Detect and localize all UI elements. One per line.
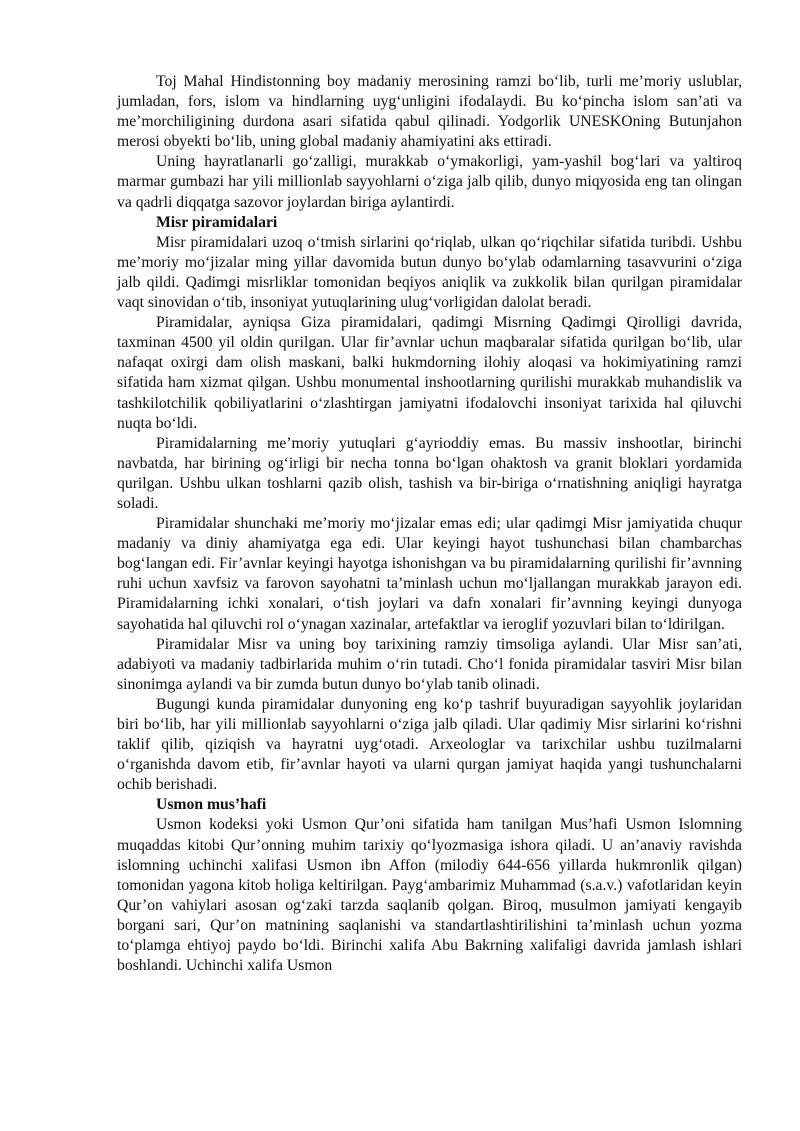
- paragraph-pyramids-intro: Misr piramidalari uzoq o‘tmish sirlarini qo‘riqlab, ulkan qo‘riqchilar sifatida turibdi. Ushbu me’moriy mo‘jizalar ming yillar davomida butun dunyo bo‘ylab odamlarning tasavvurini o‘ziga jalb qildi. Qadimgi misrliklar tomonidan beqiyos aniqlik va zukkolik bilan qurilgan piramidalar vaqt sinovidan o‘tib, insoniyat yutuqlarining ulug‘vorligidan dalolat beradi.: [117, 233, 742, 312]
- paragraph-taj-mahal-beauty: Uning hayratlanarli go‘zalligi, murakkab o‘ymakorligi, yam-yashil bog‘lari va yaltiroq marmar gumbazi har yili millionlab sayyohlarni o‘ziga jalb qilib, dunyo miqyosida eng tan olingan va qadrli diqqatga sazovor joylardan biriga aylantirdi.: [117, 153, 742, 211]
- paragraph-pyramids-construction: Piramidalarning me’moriy yutuqlari g‘ayrioddiy emas. Bu massiv inshootlar, birinchi navbatda, har birining og‘irligi bir necha tonna bo‘lgan ohaktosh va granit bloklari yordamida qurilgan. Ushbu ulkan toshlarni qazib olish, tashish va bir-biriga o‘rnatishning aniqligi hayratga soladi.: [117, 434, 742, 512]
- paragraph-pyramids-giza: Piramidalar, ayniqsa Giza piramidalari, qadimgi Misrning Qadimgi Qirolligi davrida, taxminan 4500 yil oldin qurilgan. Ular fir’avnlar uchun maqbaralar sifatida qurilgan bo‘lib, ular nafaqat oxirgi dam olish maskani, balki hukmdorning ilohiy aloqasi va hokimiyatining ramzi sifatida ham xizmat qilgan. Ushbu monumental inshootlarning qurilishi murakkab muhandislik va tashkilotchilik qobiliyatlarini o‘zlashtirgan jamiyatni ifodalovchi insoniyat tarixida hal qiluvchi nuqta bo‘ldi.: [117, 314, 742, 432]
- heading-usmon-mushafi: Usmon mus’hafi: [156, 796, 267, 814]
- heading-egypt-pyramids: Misr piramidalari: [156, 213, 278, 231]
- paragraph-usmon-codex: Usmon kodeksi yoki Usmon Qur’oni sifatida ham tanilgan Mus’hafi Usmon Islomning muqaddas kitobi Qur’onning muhim tarixiy qo‘lyozmasiga ishora qiladi. U an’anaviy ravishda islomning uchinchi xalifasi Usmon ibn Affon (milodiy 644-656 yillarda hukmronlik qilgan) tomonidan yagona kitob holiga keltirilgan. Payg‘ambarimiz Muhammad (s.a.v.) vafotlaridan keyin Qur’on vahiylari asosan og‘zaki tarzda saqlanib qolgan. Biroq, musulmon jamiyati kengayib borgani sari, Qur’on matnining saqlanishi va standartlashtirilishini ta’minlash uchun yozma to‘plamga ehtiyoj paydo bo‘ldi. Birinchi xalifa Abu Bakrning xalifaligi davrida jamlash ishlari boshlandi. Uchinchi xalifa Usmon: [117, 816, 742, 975]
- paragraph-pyramids-afterlife: Piramidalar shunchaki me’moriy mo‘jizalar emas edi; ular qadimgi Misr jamiyatida chuqur madaniy va diniy ahamiyatga ega edi. Ular keyingi hayot tushunchasi bilan chambarchas bog‘langan edi. Fir’avnlar keyingi hayotga ishonishgan va bu piramidalarning qurilishi fir’avnning ruhi uchun xavfsiz va farovon sayohatni ta’minlash uchun mo‘ljallangan murakkab jarayon edi. Piramidalarning ichki xonalari, o‘tish joylari va dafn xonalari fir’avnning keyingi dunyoga sayohatida hal qiluvchi rol o‘ynagan xazinalar, artefaktlar va ieroglif yozuvlari bilan to‘ldirilgan.: [117, 515, 742, 633]
- paragraph-pyramids-symbol: Piramidalar Misr va uning boy tarixining ramziy timsoliga aylandi. Ular Misr san’ati, adabiyoti va madaniy tadbirlarida muhim o‘rin tutadi. Cho‘l fonida piramidalar tasviri Misr bilan sinonimga aylandi va bir zumda butun dunyo bo‘ylab tanib olinadi.: [117, 635, 742, 693]
- paragraph-taj-mahal-heritage: Toj Mahal Hindistonning boy madaniy merosining ramzi bo‘lib, turli me’moriy uslublar, jumladan, fors, islom va hindlarning uyg‘unligini ifodalaydi. Bu ko‘pincha islom san’ati va me’morchiligining durdona asari sifatida qabul qilinadi. Yodgorlik UNESKOning Butunjahon merosi obyekti bo‘lib, uning global madaniy ahamiyatini aks ettiradi.: [117, 73, 742, 151]
- paragraph-pyramids-today: Bugungi kunda piramidalar dunyoning eng ko‘p tashrif buyuradigan sayyohlik joylaridan biri bo‘lib, har yili millionlab sayyohlarni o‘ziga jalb qiladi. Ular qadimiy Misr sirlarini ko‘rishni taklif qilib, qiziqish va hayratni uyg‘otadi. Arxeologlar va tarixchilar ushbu tuzilmalarni o‘rganishda davom etib, fir’avnlar hayoti va ularni qurgan jamiyat haqida yangi tushunchalarni ochib berishadi.: [117, 695, 742, 794]
